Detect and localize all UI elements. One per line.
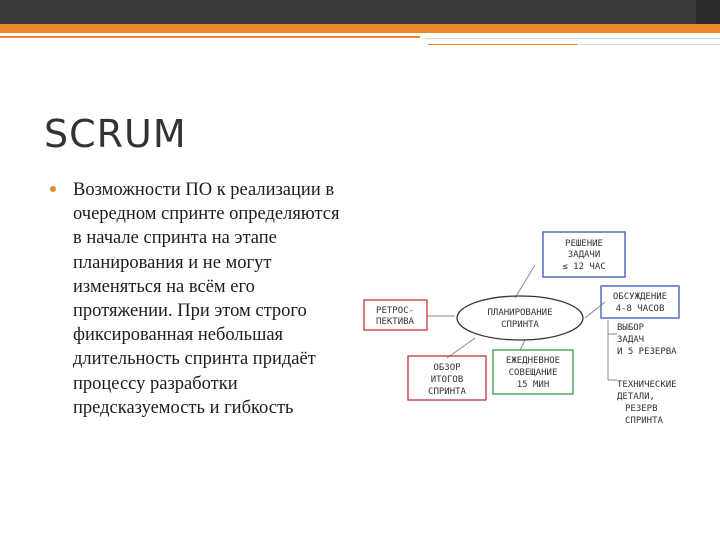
svg-text:СПРИНТА: СПРИНТА	[428, 387, 466, 397]
accent-stripe-short	[428, 44, 578, 45]
discussion-box	[601, 286, 679, 318]
problem-solving-box	[543, 232, 625, 277]
svg-text:РЕШЕНИЕ: РЕШЕНИЕ	[565, 239, 603, 249]
svg-text:≤ 12 ЧАС: ≤ 12 ЧАС	[562, 262, 606, 272]
svg-text:ОБСУЖДЕНИЕ: ОБСУЖДЕНИЕ	[612, 292, 668, 302]
svg-text:РЕТРОС-: РЕТРОС-	[376, 306, 414, 316]
svg-text:СОВЕЩАНИЕ: СОВЕЩАНИЕ	[508, 368, 558, 378]
svg-text:ОБЗОР: ОБЗОР	[433, 363, 461, 373]
svg-text:ДЕТАЛИ,: ДЕТАЛИ,	[617, 392, 655, 402]
sprint-review-box	[408, 356, 486, 400]
svg-text:15 МИН: 15 МИН	[516, 380, 550, 390]
technical-details-note	[617, 380, 677, 426]
retrospective-box	[364, 300, 427, 330]
svg-text:ЗАДАЧ: ЗАДАЧ	[617, 335, 645, 345]
accent-stripe	[0, 36, 420, 38]
header-dark-bar	[0, 0, 720, 24]
svg-text:И 5 РЕЗЕРВА: И 5 РЕЗЕРВА	[617, 347, 677, 357]
daily-meeting-box	[493, 350, 573, 394]
svg-text:ИТОГОВ: ИТОГОВ	[430, 375, 464, 385]
svg-text:ПЛАНИРОВАНИЕ: ПЛАНИРОВАНИЕ	[487, 308, 553, 318]
header-accent-bar	[0, 24, 720, 33]
divider-stripe-short	[580, 44, 720, 45]
svg-text:ТЕХНИЧЕСКИЕ: ТЕХНИЧЕСКИЕ	[617, 380, 677, 390]
svg-text:СПРИНТА: СПРИНТА	[625, 416, 663, 426]
task-selection-note	[617, 323, 677, 357]
svg-text:4-8 ЧАСОВ: 4-8 ЧАСОВ	[615, 304, 665, 314]
svg-text:СПРИНТА: СПРИНТА	[501, 320, 539, 330]
svg-text:ПЕКТИВА: ПЕКТИВА	[376, 317, 414, 327]
svg-text:ЗАДАЧИ: ЗАДАЧИ	[567, 250, 601, 260]
svg-text:ЕЖЕДНЕВНОЕ: ЕЖЕДНЕВНОЕ	[505, 356, 561, 366]
svg-text:ВЫБОР: ВЫБОР	[617, 323, 645, 333]
scrum-sketch-diagram	[355, 220, 695, 450]
bullet-dot-icon	[50, 186, 56, 192]
header-dark-bar-edge	[696, 0, 720, 24]
divider-stripe	[425, 38, 720, 39]
slide-title: SCRUM	[44, 112, 187, 156]
bullet-text: Возможности ПО к реализации в очередном спринте определяются в начале спринта на этапе планирования и не могут изменяться на всём его протяжении. При этом строго фиксированная небольшая длительность спринта придаёт процессу разработки предсказуемость и гибкость	[73, 180, 340, 418]
svg-text:РЕЗЕРВ: РЕЗЕРВ	[625, 404, 658, 414]
sprint-planning-node	[457, 296, 583, 340]
